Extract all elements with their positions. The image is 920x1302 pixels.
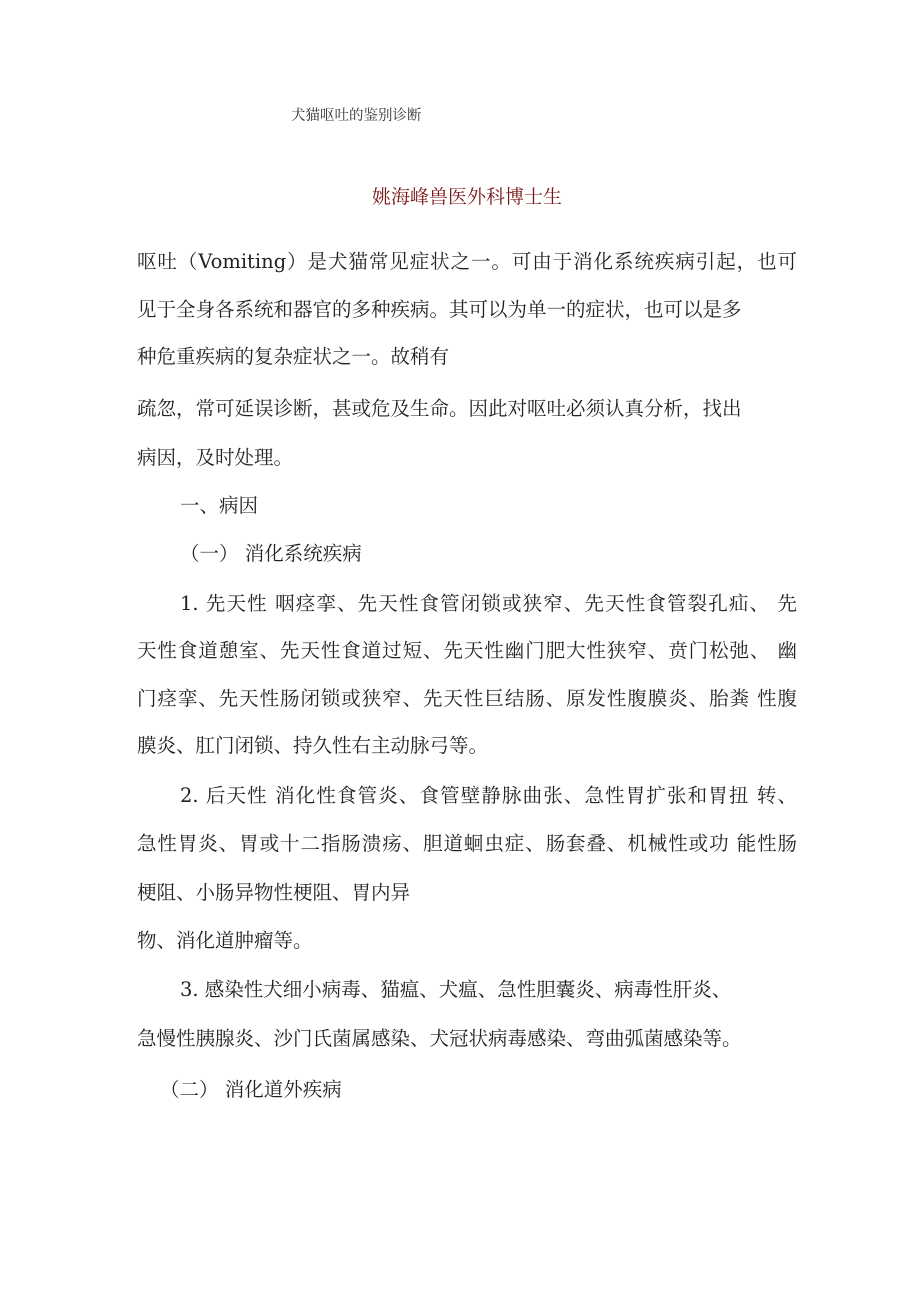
paragraph-line: 2. 后天性 消化性食管炎、食管壁静脉曲张、急性胃扩张和胃扭 转、 [180, 784, 797, 807]
author-line: 姚海峰兽医外科博士生 [372, 186, 563, 208]
paragraph-line: 梗阻、小肠异物性梗阻、胃内异 [137, 881, 411, 904]
subsection-heading: （二） 消化道外疾病 [160, 1078, 342, 1101]
paragraph-line: 门痉挛、先天性肠闭锁或狭窄、先天性巨结肠、原发性腹膜炎、胎粪 性腹 [137, 687, 797, 710]
paragraph-line: 1. 先天性 咽痉挛、先天性食管闭锁或狭窄、先天性食管裂孔疝、 先 [180, 592, 797, 615]
paragraph-line: 急慢性胰腺炎、沙门氏菌属感染、犬冠状病毒感染、弯曲弧菌感染等。 [137, 1027, 742, 1050]
paragraph-line: 物、消化道肿瘤等。 [137, 929, 313, 952]
paragraph-line: 见于全身各系统和器官的多种疾病。其可以为单一的症状，也可以是多 [137, 298, 742, 321]
paragraph-line: 病因，及时处理。 [137, 446, 294, 469]
paragraph-line: 急性胃炎、胃或十二指肠溃疡、胆道蛔虫症、肠套叠、机械性或功 能性肠 [137, 832, 797, 855]
section-heading: 一、病因 [180, 494, 259, 517]
paragraph-line: 种危重疾病的复杂症状之一。故稍有 [137, 345, 450, 368]
paragraph-line: 3. 感染性犬细小病毒、猫瘟、犬瘟、急性胆囊炎、病毒性肝炎、 [180, 978, 732, 1001]
paragraph-line: 疏忽，常可延误诊断，甚或危及生命。因此对呕吐必须认真分析，找出 [137, 397, 742, 420]
subsection-heading: （一） 消化系统疾病 [180, 542, 362, 565]
document-title: 犬猫呕吐的鉴别诊断 [291, 108, 422, 124]
paragraph-line: 呕吐（Vomiting）是犬猫常见症状之一。可由于消化系统疾病引起，也可 [137, 250, 797, 273]
paragraph-line: 天性食道憩室、先天性食道过短、先天性幽门肥大性狭窄、贲门松弛、 幽 [137, 639, 797, 662]
paragraph-line: 膜炎、肛门闭锁、持久性右主动脉弓等。 [137, 734, 489, 757]
